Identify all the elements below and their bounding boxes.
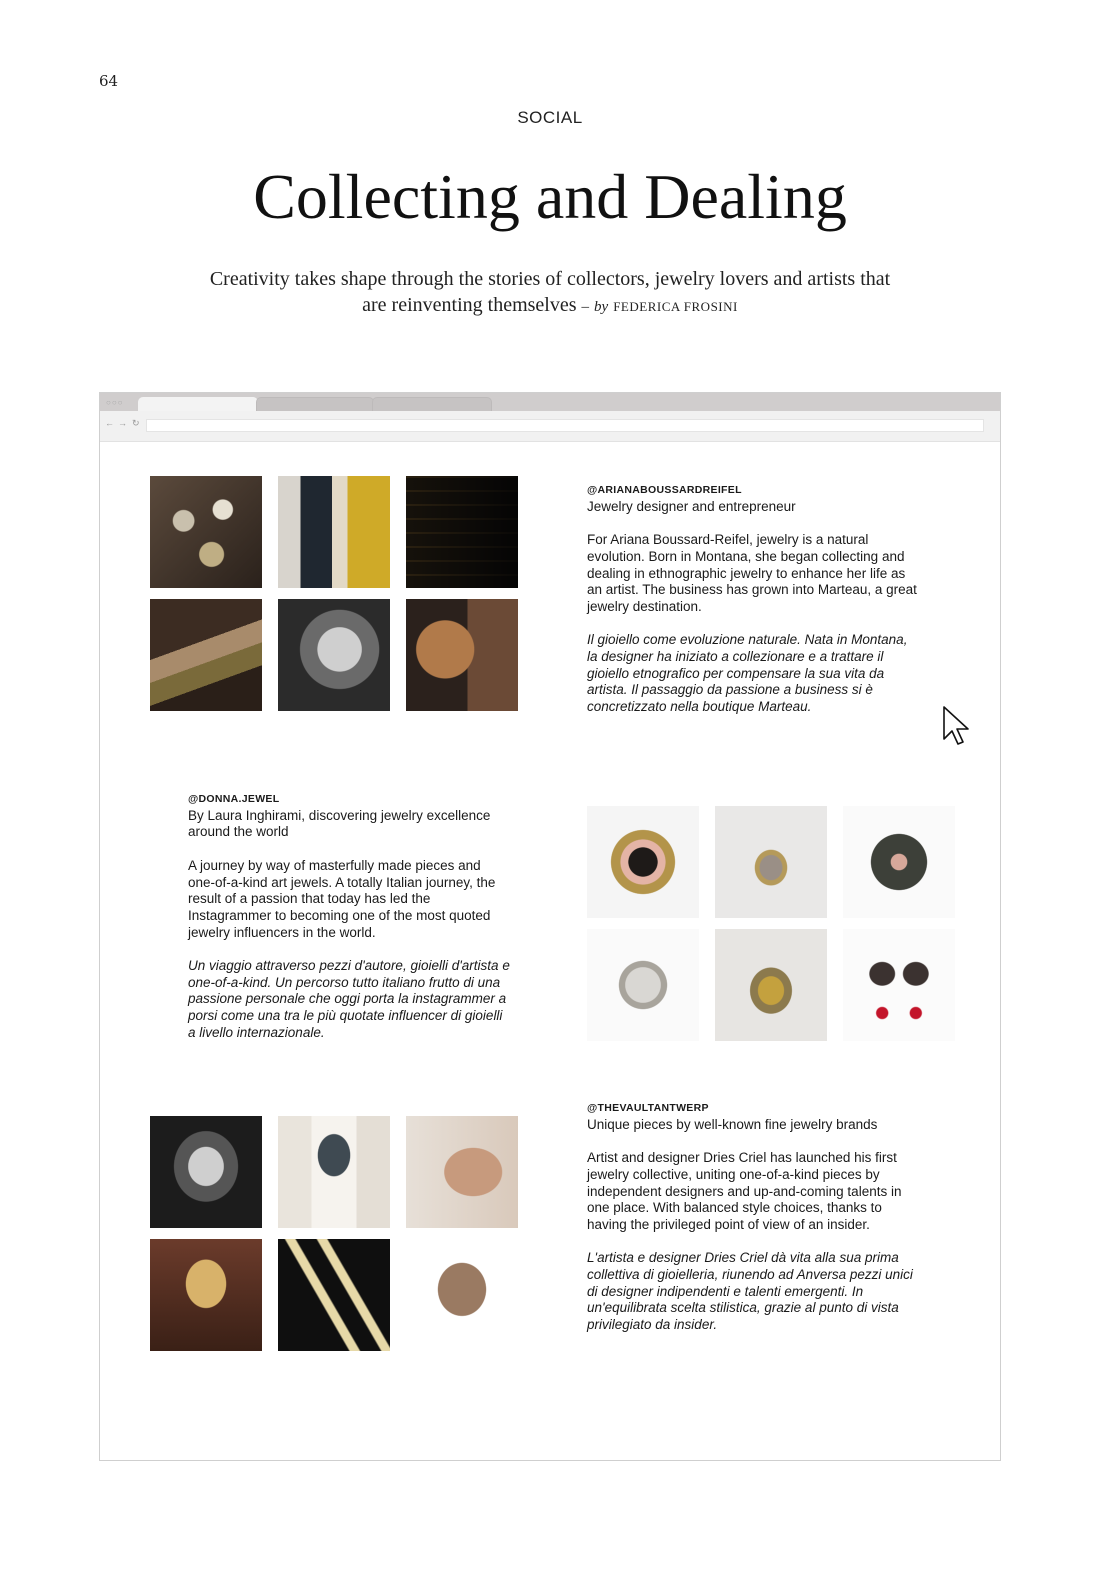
browser-tab-2[interactable] xyxy=(256,397,374,412)
browser-tab-active[interactable] xyxy=(138,397,258,411)
photo-gem-ring[interactable] xyxy=(715,929,827,1041)
post-tagline: By Laura Inghirami, discovering jewelry excellence around the world xyxy=(188,807,491,840)
photo-necklace[interactable] xyxy=(278,1116,390,1228)
browser-window xyxy=(99,392,1001,1461)
post-handle[interactable]: @DONNA.JEWEL xyxy=(188,793,280,805)
post-handle[interactable]: @THEVAULTANTWERP xyxy=(587,1102,709,1114)
back-arrow-icon[interactable]: ← xyxy=(105,418,114,428)
post-body-en: For Ariana Boussard-Reifel, jewelry is a natural evolution. Born in Montana, she began collecting and dealing in ethnographic jewelry to enhance her life as an artist. The business has grown into Marteau, a great jewelry destination. xyxy=(587,532,917,614)
photo-portrait-basket[interactable] xyxy=(406,599,518,711)
reload-icon[interactable]: ↻ xyxy=(132,418,140,428)
photo-earrings-portrait[interactable] xyxy=(406,1116,518,1228)
photo-portrait-bw[interactable] xyxy=(278,599,390,711)
photo-sculptural-ring[interactable] xyxy=(843,806,955,918)
section-label: SOCIAL xyxy=(517,108,583,127)
browser-tab-3[interactable] xyxy=(372,397,492,412)
browser-tab-bar xyxy=(100,393,1000,411)
photo-grid-arianaboussardreifel xyxy=(150,476,518,711)
post-body-en: A journey by way of masterfully made pieces and one-of-a-kind art jewels. A totally Italian journey, the result of a passion that today has led the Instagrammer to becoming one of the most quoted jewelry influencers in the world. xyxy=(188,857,496,940)
post-body-it: L'artista e designer Dries Criel dà vita alla sua prima collettiva di gioielleria, riunendo ad Anversa pezzi unici di designer indipendenti e talenti emergenti. In un'equilibrata scelta stilistica, grazie al punto di vista privilegiato da insider. xyxy=(587,1250,913,1333)
url-input[interactable] xyxy=(146,419,984,432)
photo-portrait-bw-man[interactable] xyxy=(150,1116,262,1228)
photo-crocodile-earrings[interactable] xyxy=(278,1239,390,1351)
post-tagline: Unique pieces by well-known fine jewelry brands xyxy=(587,1116,878,1132)
photo-hand-earrings[interactable] xyxy=(843,929,955,1041)
byline-dash: – xyxy=(581,299,590,315)
forward-arrow-icon[interactable]: → xyxy=(118,418,127,428)
post-body-it: Un viaggio attraverso pezzi d'autore, gioielli d'artista e one-of-a-kind. Un percorso tutto italiano frutto di una passione personale che oggi porta la instagrammer a porsi come una tra le più quotate influencer di gioielli a livello internazionale. xyxy=(188,958,510,1040)
window-controls-icon[interactable]: ○○○ xyxy=(106,398,124,407)
post-thevaultantwerp xyxy=(587,1100,917,1334)
post-handle[interactable]: @ARIANABOUSSARDREIFEL xyxy=(587,484,742,496)
photo-beetle-brooch[interactable] xyxy=(715,806,827,918)
byline-author: FEDERICA FROSINI xyxy=(613,299,738,314)
photo-models[interactable] xyxy=(278,476,390,588)
photo-ring-face[interactable] xyxy=(587,806,699,918)
post-body-it: Il gioiello come evoluzione naturale. Nata in Montana, la designer ha iniziato a collezionare e a trattare il gioiello etnografico per compensare la sua vita da artista. Il passaggio da passione a business si è concretizzato nella boutique Marteau. xyxy=(587,632,908,715)
post-arianaboussardreifel xyxy=(587,482,917,716)
photo-rings-pile[interactable] xyxy=(150,476,262,588)
page-number: 64 xyxy=(99,72,119,90)
photo-grid-donnajewel xyxy=(587,806,955,1041)
byline-by: by xyxy=(594,299,609,315)
post-body-en: Artist and designer Dries Criel has launched his first jewelry collective, uniting one-of-a-kind pieces by independent designers and up-and-coming talents in one place. With balanced style choices, thanks to having the privileged point of view of an insider. xyxy=(587,1150,902,1232)
standfirst-text: Creativity takes shape through the stories of collectors, jewelry lovers and artists that are reinventing themselves xyxy=(209,268,891,316)
mouse-pointer-icon xyxy=(942,705,970,747)
photo-jewelry-display[interactable] xyxy=(406,476,518,588)
article-headline: Collecting and Dealing xyxy=(253,161,847,232)
post-donnajewel xyxy=(188,791,511,1042)
photo-grid-thevaultantwerp xyxy=(150,1116,518,1351)
photo-chain-bracelet[interactable] xyxy=(150,1239,262,1351)
browser-address-bar xyxy=(100,411,1000,442)
article-standfirst xyxy=(200,266,900,320)
photo-rings-hand[interactable] xyxy=(406,1239,518,1351)
photo-tooth-ring[interactable] xyxy=(587,929,699,1041)
post-tagline: Jewelry designer and entrepreneur xyxy=(587,498,796,514)
photo-bracelets-arm[interactable] xyxy=(150,599,262,711)
